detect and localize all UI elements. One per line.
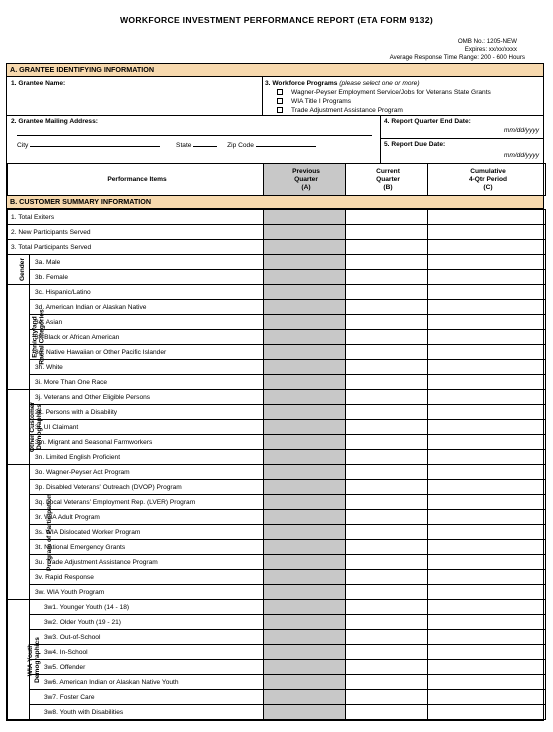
previous-quarter-cell[interactable]: [264, 495, 346, 510]
group-label-line: Demographics: [33, 636, 41, 683]
previous-quarter-cell[interactable]: [264, 210, 346, 225]
grantee-name-label: 1. Grantee Name:: [11, 80, 66, 87]
row-label: 3q. Local Veterans' Employment Rep. (LVER) Program: [30, 495, 264, 510]
cumulative-cell[interactable]: [428, 255, 546, 270]
current-quarter-cell[interactable]: [346, 300, 428, 315]
cumulative-cell[interactable]: [428, 360, 546, 375]
row-label: 3b. Female: [30, 270, 264, 285]
checkbox[interactable]: [277, 98, 283, 104]
previous-quarter-cell[interactable]: [264, 435, 346, 450]
table-row: [8, 675, 546, 690]
divider: [380, 138, 543, 139]
quarter-end-label: 4. Report Quarter End Date:: [384, 118, 471, 125]
table-row: [8, 405, 546, 420]
row-label: 3w1. Younger Youth (14 - 18): [30, 600, 264, 615]
grantee-info-section: [7, 77, 543, 163]
current-quarter-cell[interactable]: [346, 600, 428, 615]
row-label: 3s. WIA Dislocated Worker Program: [30, 525, 264, 540]
current-quarter-cell[interactable]: [346, 510, 428, 525]
current-quarter-cell[interactable]: [346, 615, 428, 630]
current-quarter-cell[interactable]: [346, 690, 428, 705]
divider: [262, 77, 263, 115]
previous-quarter-cell[interactable]: [264, 240, 346, 255]
previous-quarter-cell[interactable]: [264, 375, 346, 390]
table-row: [8, 705, 546, 720]
previous-quarter-cell[interactable]: [264, 315, 346, 330]
cumulative-cell[interactable]: [428, 510, 546, 525]
cumulative-cell[interactable]: [428, 390, 546, 405]
previous-quarter-cell[interactable]: [264, 420, 346, 435]
table-row: [8, 210, 546, 225]
current-quarter-cell[interactable]: [346, 555, 428, 570]
cumulative-cell[interactable]: [428, 690, 546, 705]
previous-quarter-cell[interactable]: [264, 330, 346, 345]
table-row: [8, 360, 546, 375]
group-label-text: [19, 258, 26, 281]
table-row: [8, 225, 546, 240]
section-b-header: B. CUSTOMER SUMMARY INFORMATION: [7, 196, 543, 209]
cumulative-cell[interactable]: [428, 315, 546, 330]
cumulative-cell[interactable]: [428, 345, 546, 360]
cumulative-cell[interactable]: [428, 570, 546, 585]
table-row: [8, 420, 546, 435]
row-label: 3f. Black or African American: [30, 330, 264, 345]
current-quarter-cell[interactable]: [346, 450, 428, 465]
table-row: [8, 270, 546, 285]
group-label: [8, 255, 30, 285]
zip-field[interactable]: [256, 141, 316, 147]
previous-quarter-cell[interactable]: [264, 555, 346, 570]
response-time: Average Response Time Range: 200 - 600 Hours: [389, 54, 525, 61]
previous-quarter-cell[interactable]: [264, 690, 346, 705]
table-row: [8, 645, 546, 660]
table-row: [8, 555, 546, 570]
table-row: [8, 390, 546, 405]
row-label: 2. New Participants Served: [8, 225, 264, 240]
group-label-text: [29, 402, 43, 452]
group-label-text: [46, 494, 53, 571]
row-label: 3w2. Older Youth (19 - 21): [30, 615, 264, 630]
previous-quarter-cell[interactable]: [264, 345, 346, 360]
table-row: [8, 510, 546, 525]
previous-quarter-cell[interactable]: [264, 450, 346, 465]
cumulative-cell[interactable]: [428, 270, 546, 285]
table-row: [8, 330, 546, 345]
current-quarter-cell[interactable]: [346, 420, 428, 435]
previous-quarter-cell[interactable]: [264, 360, 346, 375]
row-label: 3j. Veterans and Other Eligible Persons: [30, 390, 264, 405]
row-label: 3c. Hispanic/Latino: [30, 285, 264, 300]
table-row: [8, 240, 546, 255]
current-quarter-cell[interactable]: [346, 330, 428, 345]
cumulative-cell[interactable]: [428, 300, 546, 315]
cumulative-cell[interactable]: [428, 480, 546, 495]
table-row: [8, 570, 546, 585]
row-label: 3w6. American Indian or Alaskan Native Youth: [30, 675, 264, 690]
group-label-line: Other Customer: [29, 401, 37, 453]
cumulative-cell[interactable]: [428, 630, 546, 645]
cumulative-cell[interactable]: [428, 405, 546, 420]
cumulative-cell[interactable]: [428, 660, 546, 675]
city-field[interactable]: [30, 141, 160, 147]
row-label: 3p. Disabled Veterans' Outreach (DVOP) Program: [30, 480, 264, 495]
cumulative-header: Cumulative 4-Qtr Period (C): [428, 164, 546, 196]
table-row: [8, 300, 546, 315]
row-label: 3n. Limited English Proficient: [30, 450, 264, 465]
table-row: [8, 525, 546, 540]
cumulative-cell[interactable]: [428, 645, 546, 660]
current-quarter-cell[interactable]: [346, 540, 428, 555]
current-quarter-cell[interactable]: [346, 525, 428, 540]
workforce-programs-label: 3. Workforce Programs (please select one or more): [265, 80, 420, 87]
row-label: 3w5. Offender: [30, 660, 264, 675]
previous-quarter-cell[interactable]: [264, 225, 346, 240]
current-quarter-cell[interactable]: [346, 675, 428, 690]
form-title: WORKFORCE INVESTMENT PERFORMANCE REPORT (ETA FORM 9132): [120, 15, 433, 25]
row-label: 3w3. Out-of-School: [30, 630, 264, 645]
current-quarter-cell[interactable]: [346, 645, 428, 660]
row-label: 3d. American Indian or Alaskan Native: [30, 300, 264, 315]
row-label: 3u. Trade Adjustment Assistance Program: [30, 555, 264, 570]
cumulative-cell[interactable]: [428, 240, 546, 255]
previous-quarter-cell[interactable]: [264, 270, 346, 285]
row-label: 3w8. Youth with Disabilities: [30, 705, 264, 720]
divider: [380, 115, 381, 163]
current-quarter-cell[interactable]: [346, 375, 428, 390]
previous-quarter-cell[interactable]: [264, 570, 346, 585]
table-row: [8, 465, 546, 480]
row-label: 3e. Asian: [30, 315, 264, 330]
current-quarter-cell[interactable]: [346, 465, 428, 480]
cumulative-cell[interactable]: [428, 375, 546, 390]
cumulative-cell[interactable]: [428, 285, 546, 300]
table-row: [8, 630, 546, 645]
cumulative-cell[interactable]: [428, 525, 546, 540]
row-label: 3g. Native Hawaiian or Other Pacific Islander: [30, 345, 264, 360]
current-quarter-cell[interactable]: [346, 705, 428, 720]
table-row: [8, 435, 546, 450]
table-row: [8, 345, 546, 360]
city-label: City: [17, 142, 29, 149]
cumulative-cell[interactable]: [428, 585, 546, 600]
current-quarter-header: Current Quarter (B): [346, 164, 428, 196]
current-quarter-cell[interactable]: [346, 255, 428, 270]
table-row: [8, 600, 546, 615]
row-label: 3t. National Emergency Grants: [30, 540, 264, 555]
quarter-end-field[interactable]: mm/dd/yyyy: [503, 127, 539, 134]
program-option[interactable]: WIA Title I Programs: [277, 98, 351, 105]
table-row: [8, 285, 546, 300]
performance-items-header: Performance Items: [8, 164, 264, 196]
current-quarter-cell[interactable]: [346, 210, 428, 225]
current-quarter-cell[interactable]: [346, 660, 428, 675]
row-label: 3. Total Participants Served: [8, 240, 264, 255]
cumulative-cell[interactable]: [428, 540, 546, 555]
current-quarter-cell[interactable]: [346, 225, 428, 240]
previous-quarter-cell[interactable]: [264, 645, 346, 660]
previous-quarter-cell[interactable]: [264, 540, 346, 555]
group-label-line: Demographics: [36, 404, 44, 450]
cumulative-cell[interactable]: [428, 495, 546, 510]
cumulative-cell[interactable]: [428, 210, 546, 225]
table-row: [8, 375, 546, 390]
due-date-label: 5. Report Due Date:: [384, 141, 446, 148]
previous-quarter-cell[interactable]: [264, 630, 346, 645]
cumulative-cell[interactable]: [428, 450, 546, 465]
cumulative-cell[interactable]: [428, 465, 546, 480]
customer-summary-table: [7, 209, 546, 720]
table-row: [8, 615, 546, 630]
row-label: 1. Total Exiters: [8, 210, 264, 225]
current-quarter-cell[interactable]: [346, 585, 428, 600]
row-label: 3o. Wagner-Peyser Act Program: [30, 465, 264, 480]
current-quarter-cell[interactable]: [346, 315, 428, 330]
row-label: 3h. White: [30, 360, 264, 375]
cumulative-cell[interactable]: [428, 705, 546, 720]
table-row: [8, 585, 546, 600]
row-label: 3k. Persons with a Disability: [30, 405, 264, 420]
checkbox[interactable]: [277, 89, 283, 95]
previous-quarter-cell[interactable]: [264, 525, 346, 540]
row-label: 3w7. Foster Care: [30, 690, 264, 705]
current-quarter-cell[interactable]: [346, 285, 428, 300]
row-label: 3w4. In-School: [30, 645, 264, 660]
expiration-date: Expires: xx/xx/xxxx: [464, 46, 517, 53]
due-date-field[interactable]: mm/dd/yyyy: [503, 152, 539, 159]
cumulative-cell[interactable]: [428, 420, 546, 435]
previous-quarter-cell[interactable]: [264, 510, 346, 525]
cumulative-cell[interactable]: [428, 555, 546, 570]
state-field[interactable]: [193, 141, 217, 147]
address-line[interactable]: [17, 135, 372, 136]
row-label: 3a. Male: [30, 255, 264, 270]
cumulative-cell[interactable]: [428, 600, 546, 615]
previous-quarter-cell[interactable]: [264, 675, 346, 690]
previous-quarter-cell[interactable]: [264, 405, 346, 420]
previous-quarter-cell[interactable]: [264, 390, 346, 405]
previous-quarter-cell[interactable]: [264, 615, 346, 630]
current-quarter-cell[interactable]: [346, 480, 428, 495]
previous-quarter-header: Previous Quarter (A): [264, 164, 346, 196]
current-quarter-cell[interactable]: [346, 405, 428, 420]
group-label: [8, 465, 53, 600]
row-label: 3l. UI Claimant: [30, 420, 264, 435]
current-quarter-cell[interactable]: [346, 630, 428, 645]
omb-number: OMB No.: 1205-NEW: [457, 38, 517, 45]
previous-quarter-cell[interactable]: [264, 255, 346, 270]
group-label-text: [32, 309, 46, 364]
previous-quarter-cell[interactable]: [264, 480, 346, 495]
current-quarter-cell[interactable]: [346, 360, 428, 375]
previous-quarter-cell[interactable]: [264, 660, 346, 675]
group-label: [8, 600, 41, 720]
programs-note: (please select one or more): [339, 80, 420, 87]
cumulative-cell[interactable]: [428, 435, 546, 450]
city-state-zip-row: [17, 141, 316, 149]
divider: [7, 115, 543, 116]
previous-quarter-cell[interactable]: [264, 465, 346, 480]
group-label-text: [27, 637, 41, 683]
current-quarter-cell[interactable]: [346, 270, 428, 285]
group-label-line: Gender: [19, 257, 27, 282]
report-form: [6, 63, 544, 721]
table-row: [8, 315, 546, 330]
current-quarter-cell[interactable]: [346, 570, 428, 585]
current-quarter-cell[interactable]: [346, 495, 428, 510]
cumulative-cell[interactable]: [428, 615, 546, 630]
table-row: [8, 255, 546, 270]
current-quarter-cell[interactable]: [346, 345, 428, 360]
previous-quarter-cell[interactable]: [264, 285, 346, 300]
table-row: [8, 495, 546, 510]
group-label: [8, 285, 46, 390]
previous-quarter-cell[interactable]: [264, 300, 346, 315]
table-row: [8, 540, 546, 555]
previous-quarter-cell[interactable]: [264, 585, 346, 600]
grantee-name-field[interactable]: [47, 82, 257, 110]
program-option[interactable]: Wagner-Peyser Employment Service/Jobs for Veterans State Grants: [277, 89, 491, 96]
cumulative-cell[interactable]: [428, 225, 546, 240]
cumulative-cell[interactable]: [428, 675, 546, 690]
table-row: [8, 660, 546, 675]
group-label-line: Ethnicity/and: [31, 316, 39, 358]
table-row: [8, 480, 546, 495]
current-quarter-cell[interactable]: [346, 435, 428, 450]
column-header-table: [7, 163, 546, 196]
row-label: 3v. Rapid Response: [30, 570, 264, 585]
section-a-header: A. GRANTEE IDENTIFYING INFORMATION: [7, 64, 543, 77]
table-row: [8, 690, 546, 705]
row-label: 3i. More Than One Race: [30, 375, 264, 390]
group-label-line: Program of Participation: [45, 493, 53, 571]
previous-quarter-cell[interactable]: [264, 600, 346, 615]
program-option[interactable]: Trade Adjustment Assistance Program: [277, 107, 403, 114]
mailing-address-label: 2. Grantee Mailing Address:: [11, 118, 98, 125]
row-label: 3w. WIA Youth Program: [30, 585, 264, 600]
group-label-line: WIA Youth: [26, 643, 34, 676]
cumulative-cell[interactable]: [428, 330, 546, 345]
state-label: State: [176, 142, 192, 149]
row-label: 3r. WIA Adult Program: [30, 510, 264, 525]
current-quarter-cell[interactable]: [346, 240, 428, 255]
checkbox[interactable]: [277, 107, 283, 113]
row-label: 3m. Migrant and Seasonal Farmworkers: [30, 435, 264, 450]
zip-label: Zip Code: [227, 142, 254, 149]
current-quarter-cell[interactable]: [346, 390, 428, 405]
table-row: [8, 450, 546, 465]
group-label-line: Racial Categories: [38, 309, 46, 365]
previous-quarter-cell[interactable]: [264, 705, 346, 720]
group-label: [8, 390, 44, 465]
